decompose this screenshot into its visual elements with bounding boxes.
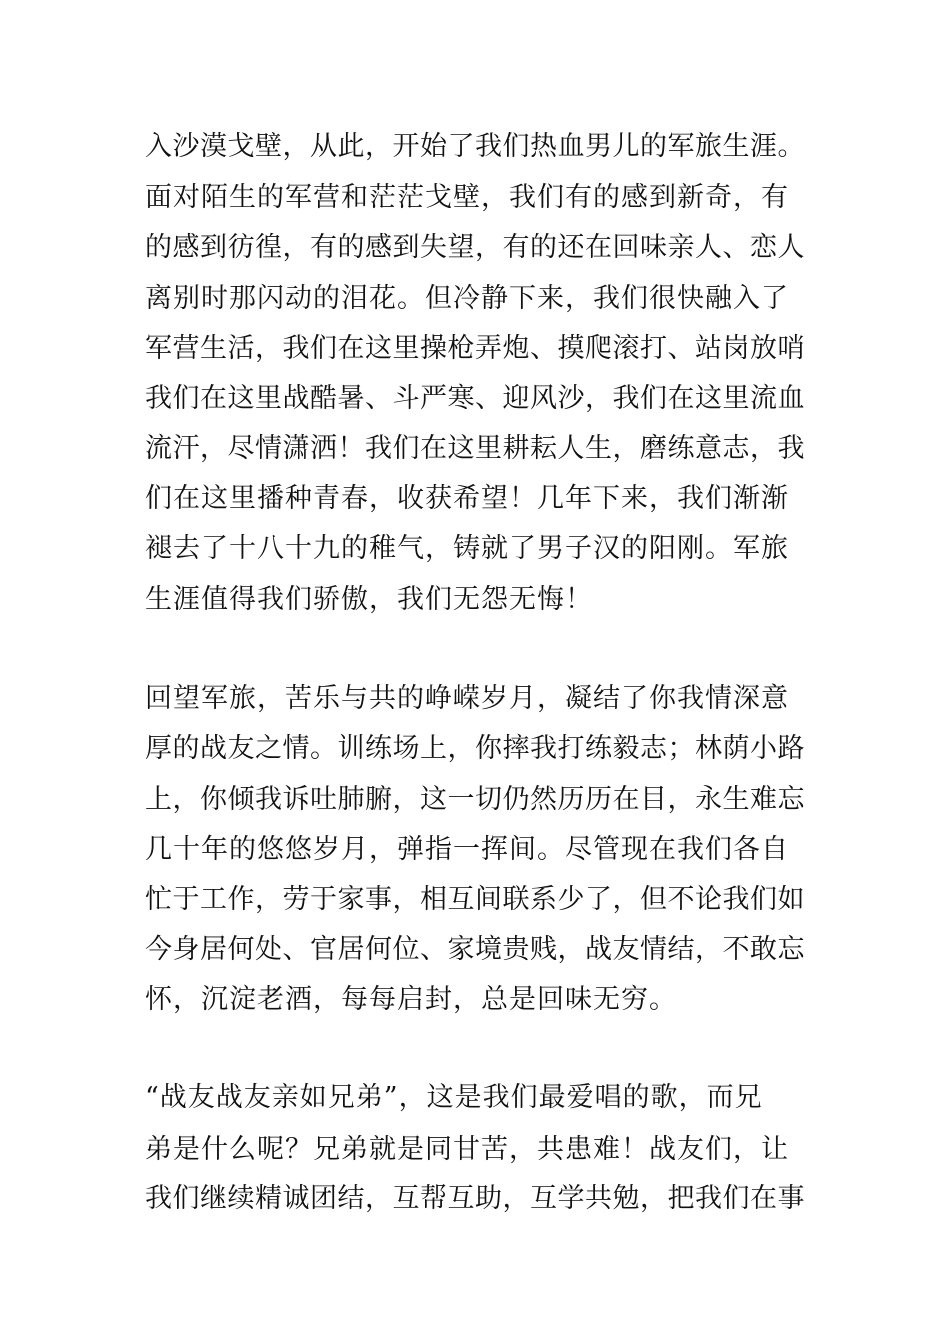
text-line: 回望军旅，苦乐与共的峥嵘岁月，凝结了你我情深意: [145, 683, 789, 714]
text-line: 褪去了十八十九的稚气，铸就了男子汉的阳刚。军旅: [145, 533, 789, 564]
text-line: 怀，沉淀老酒，每每启封，总是回味无穷。: [145, 984, 677, 1015]
text-line: 我们继续精诚团结，互帮互助，互学共勉，把我们在事: [145, 1183, 805, 1214]
text-line: 今身居何处、官居何位、家境贵贱，战友情结，不敢忘: [145, 934, 805, 965]
text-line: 生涯值得我们骄傲，我们无怨无悔！: [145, 584, 593, 615]
text-line: 厚的战友之情。训练场上，你摔我打练毅志；林荫小路: [145, 733, 805, 764]
text-line: 入沙漠戈壁，从此，开始了我们热血男儿的军旅生涯。: [145, 131, 805, 162]
text-line: 几十年的悠悠岁月，弹指一挥间。尽管现在我们各自: [145, 834, 789, 865]
text-line: 军营生活，我们在这里操枪弄炮、摸爬滚打、站岗放哨: [145, 333, 805, 364]
text-line: “战友战友亲如兄弟”，这是我们最爱唱的歌，而兄: [145, 1082, 763, 1113]
text-line: 离别时那闪动的泪花。但冷静下来，我们很快融入了: [145, 283, 789, 314]
text-line: 弟是什么呢？兄弟就是同甘苦，共患难！战友们，让: [145, 1134, 789, 1165]
text-line: 们在这里播种青春，收获希望！几年下来，我们渐渐: [145, 483, 789, 514]
text-line: 上，你倾我诉吐肺腑，这一切仍然历历在目，永生难忘: [145, 784, 805, 815]
text-line: 忙于工作，劳于家事，相互间联系少了，但不论我们如: [145, 884, 805, 915]
text-line: 我们在这里战酷暑、斗严寒、迎风沙，我们在这里流血: [145, 383, 805, 414]
text-line: 流汗，尽情潇洒！我们在这里耕耘人生，磨练意志，我: [145, 433, 805, 464]
body-text: [145, 0, 815, 1344]
text-line: 面对陌生的军营和茫茫戈壁，我们有的感到新奇，有: [145, 182, 789, 213]
text-line: 的感到彷徨，有的感到失望，有的还在回味亲人、恋人: [145, 232, 805, 263]
